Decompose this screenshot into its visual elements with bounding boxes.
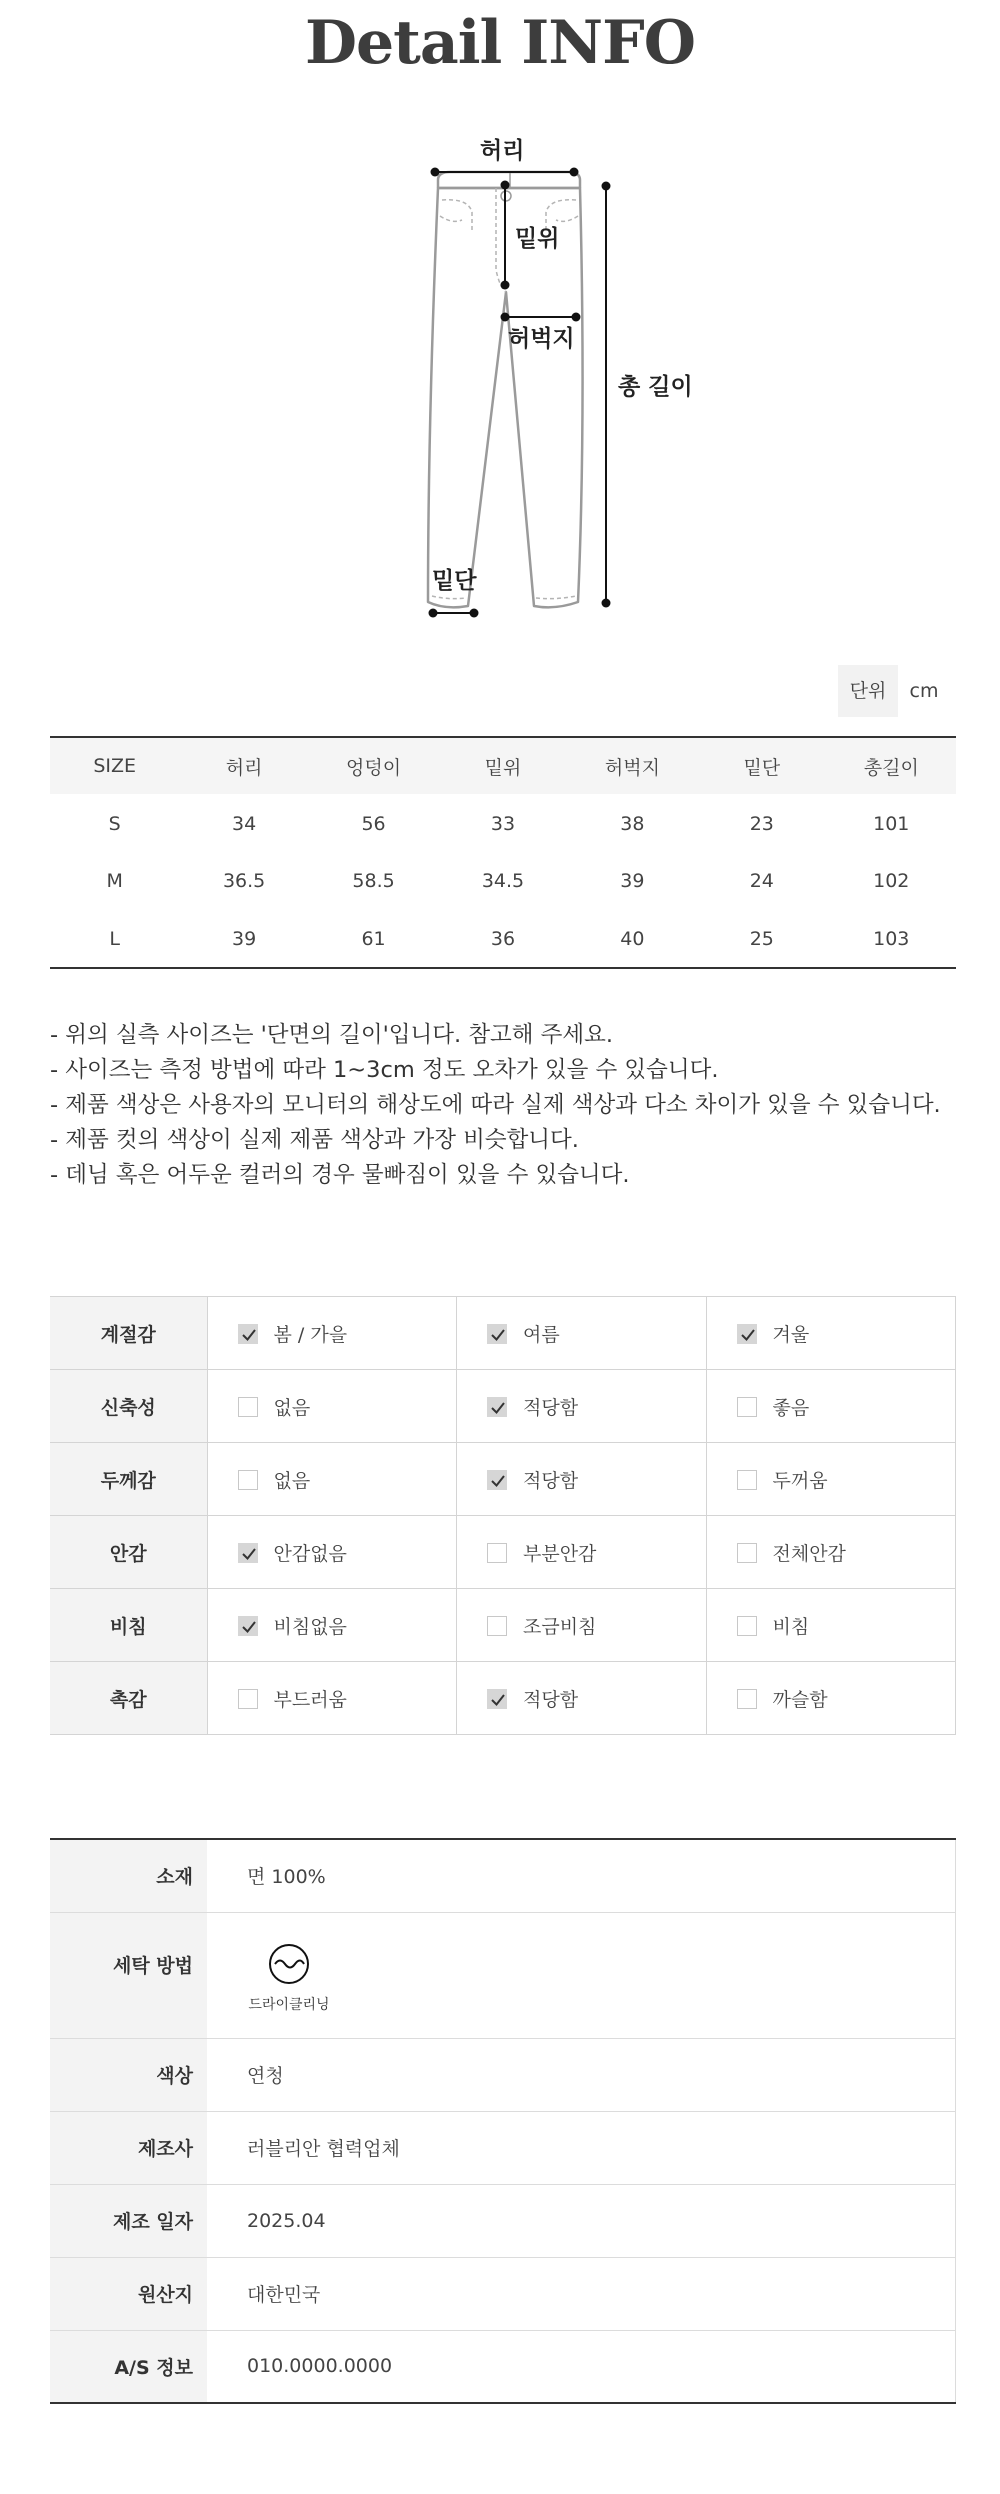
size-cell: 102 — [873, 870, 910, 892]
size-cell: 36 — [490, 927, 516, 950]
feel-label: 두께감 — [50, 1443, 207, 1516]
size-cell: 61 — [361, 927, 386, 950]
size-cell: 23 — [749, 813, 774, 835]
unchecked-checkbox-icon — [238, 1689, 258, 1709]
size-cell: 40 — [620, 927, 645, 950]
note-line: - 위의 실측 사이즈는 '단면의 길이'입니다. 참고해 주세요. — [50, 1022, 614, 1048]
feel-option-label: 봄 / 가을 — [273, 1323, 348, 1346]
size-header-cell: 허벅지 — [568, 737, 697, 794]
size-cell: 56 — [361, 813, 386, 835]
hem-label: 밑단 — [432, 568, 477, 594]
info-label: 세탁 방법 — [50, 1912, 207, 2038]
feel-option — [706, 1443, 956, 1516]
size-cell: 58.5 — [352, 870, 395, 892]
page-title: Detail INFO — [304, 8, 696, 78]
size-header-cell: 엉덩이 — [309, 737, 438, 794]
size-cell: 34 — [232, 813, 257, 835]
feel-option — [706, 1370, 956, 1443]
size-row-m — [50, 852, 956, 910]
unchecked-checkbox-icon — [238, 1470, 258, 1490]
feel-option — [457, 1662, 707, 1735]
info-row-material — [50, 1839, 956, 1912]
size-header-cell: 총길이 — [827, 737, 956, 794]
info-value: 면 100% — [207, 1839, 956, 1912]
size-cell: 33 — [490, 813, 516, 835]
info-value: 연청 — [207, 2038, 956, 2111]
size-cell: 103 — [873, 927, 910, 950]
size-header-cell: 허리 — [179, 737, 308, 794]
size-cell: 39 — [620, 870, 645, 892]
fabric-feel-table — [50, 1296, 956, 1735]
waist-label: 허리 — [480, 138, 525, 164]
feel-option — [706, 1297, 956, 1370]
info-label: A/S 정보 — [50, 2330, 207, 2403]
feel-label: 신축성 — [50, 1370, 207, 1443]
unit-value: cm — [909, 680, 939, 702]
washing-method — [239, 1943, 339, 2014]
checked-checkbox-icon — [238, 1616, 258, 1636]
unchecked-checkbox-icon — [737, 1616, 757, 1636]
size-cell: M — [106, 870, 123, 892]
feel-option — [457, 1297, 707, 1370]
size-cell: 101 — [873, 813, 910, 835]
size-cell: 24 — [749, 870, 774, 892]
feel-option — [207, 1589, 457, 1662]
feel-row — [50, 1516, 956, 1589]
feel-label: 안감 — [50, 1516, 207, 1589]
info-row-date — [50, 2184, 956, 2257]
feel-option-label: 적당함 — [523, 1469, 579, 1492]
feel-option — [207, 1516, 457, 1589]
feel-option-label: 없음 — [273, 1396, 311, 1419]
pants-size-diagram — [400, 120, 720, 630]
product-info-table — [50, 1838, 956, 2404]
info-value: 대한민국 — [207, 2257, 956, 2330]
unit-indicator — [838, 665, 950, 717]
checked-checkbox-icon — [487, 1470, 507, 1490]
feel-row — [50, 1297, 956, 1370]
feel-row — [50, 1589, 956, 1662]
info-row-manufacturer — [50, 2111, 956, 2184]
feel-option — [706, 1589, 956, 1662]
size-cell: 34.5 — [481, 870, 525, 892]
feel-label: 계절감 — [50, 1297, 207, 1370]
info-row-washing — [50, 1912, 956, 2038]
feel-row — [50, 1662, 956, 1735]
size-cell: L — [109, 927, 120, 950]
info-label: 소재 — [50, 1839, 207, 1912]
checked-checkbox-icon — [238, 1543, 258, 1563]
checked-checkbox-icon — [737, 1324, 757, 1344]
feel-row — [50, 1370, 956, 1443]
feel-option — [457, 1516, 707, 1589]
size-row-l — [50, 910, 956, 968]
info-value: 010.0000.0000 — [207, 2330, 956, 2403]
feel-row — [50, 1443, 956, 1516]
washing-caption: 드라이클리닝 — [248, 1996, 330, 2013]
checked-checkbox-icon — [487, 1689, 507, 1709]
feel-option — [706, 1662, 956, 1735]
feel-option-label: 없음 — [273, 1469, 311, 1492]
unchecked-checkbox-icon — [238, 1397, 258, 1417]
feel-option — [457, 1370, 707, 1443]
size-header-cell: SIZE — [50, 737, 179, 794]
feel-option-label: 까슬함 — [772, 1688, 828, 1711]
feel-option-label: 여름 — [523, 1323, 560, 1346]
feel-option-label: 적당함 — [523, 1396, 579, 1419]
feel-option — [207, 1662, 457, 1735]
feel-option-label: 부분안감 — [523, 1542, 597, 1565]
note-line: - 제품 컷의 색상이 실제 제품 색상과 가장 비슷합니다. — [50, 1127, 579, 1153]
size-cell: S — [108, 813, 121, 835]
size-row-s — [50, 794, 956, 852]
size-table-header — [50, 737, 956, 794]
feel-option-label: 두꺼움 — [772, 1469, 828, 1492]
feel-option-label: 적당함 — [523, 1688, 579, 1711]
info-value: 러블리안 협력업체 — [207, 2111, 956, 2184]
size-notes — [50, 1018, 970, 1193]
info-row-as — [50, 2330, 956, 2403]
size-header-cell: 밑단 — [697, 737, 826, 794]
info-label: 제조사 — [50, 2111, 207, 2184]
unit-label: 단위 — [838, 665, 898, 717]
feel-option — [706, 1516, 956, 1589]
note-line: - 사이즈는 측정 방법에 따라 1~3cm 정도 오차가 있을 수 있습니다. — [50, 1057, 719, 1083]
unchecked-checkbox-icon — [737, 1689, 757, 1709]
info-row-color — [50, 2038, 956, 2111]
feel-option — [207, 1443, 457, 1516]
unchecked-checkbox-icon — [487, 1543, 507, 1563]
feel-option-label: 겨울 — [772, 1323, 810, 1346]
size-cell: 39 — [232, 927, 257, 950]
checked-checkbox-icon — [487, 1324, 507, 1344]
feel-option — [207, 1370, 457, 1443]
unchecked-checkbox-icon — [737, 1543, 757, 1563]
dry-cleaning-icon — [268, 1943, 310, 1985]
info-value — [207, 1912, 956, 2038]
info-value: 2025.04 — [207, 2184, 956, 2257]
size-cell: 25 — [749, 927, 774, 950]
thigh-label: 허벅지 — [508, 326, 575, 352]
feel-option — [457, 1443, 707, 1516]
size-cell: 36.5 — [222, 870, 266, 892]
total-length-label: 총 길이 — [618, 374, 693, 400]
feel-label: 비침 — [50, 1589, 207, 1662]
feel-option-label: 좋음 — [772, 1396, 810, 1419]
feel-option-label: 비침 — [772, 1615, 810, 1638]
unchecked-checkbox-icon — [737, 1470, 757, 1490]
size-header-cell: 밑위 — [438, 737, 567, 794]
feel-option-label: 조금비침 — [523, 1615, 597, 1638]
feel-option-label: 비침없음 — [273, 1615, 347, 1638]
size-table — [50, 736, 956, 969]
feel-label: 촉감 — [50, 1662, 207, 1735]
unchecked-checkbox-icon — [737, 1397, 757, 1417]
unchecked-checkbox-icon — [487, 1616, 507, 1636]
info-label: 원산지 — [50, 2257, 207, 2330]
info-label: 색상 — [50, 2038, 207, 2111]
checked-checkbox-icon — [487, 1397, 507, 1417]
info-label: 제조 일자 — [50, 2184, 207, 2257]
feel-option — [457, 1589, 707, 1662]
checked-checkbox-icon — [238, 1324, 258, 1344]
feel-option-label: 전체안감 — [772, 1542, 846, 1565]
feel-option-label: 안감없음 — [273, 1542, 347, 1565]
note-line: - 제품 색상은 사용자의 모니터의 해상도에 따라 실제 색상과 다소 차이가 있을 수 있습니다. — [50, 1092, 941, 1118]
note-line: - 데님 혹은 어두운 컬러의 경우 물빠짐이 있을 수 있습니다. — [50, 1162, 630, 1188]
feel-option — [207, 1297, 457, 1370]
size-cell: 38 — [620, 813, 645, 835]
info-row-origin — [50, 2257, 956, 2330]
rise-label: 밑위 — [515, 226, 560, 252]
feel-option-label: 부드러움 — [273, 1688, 347, 1711]
